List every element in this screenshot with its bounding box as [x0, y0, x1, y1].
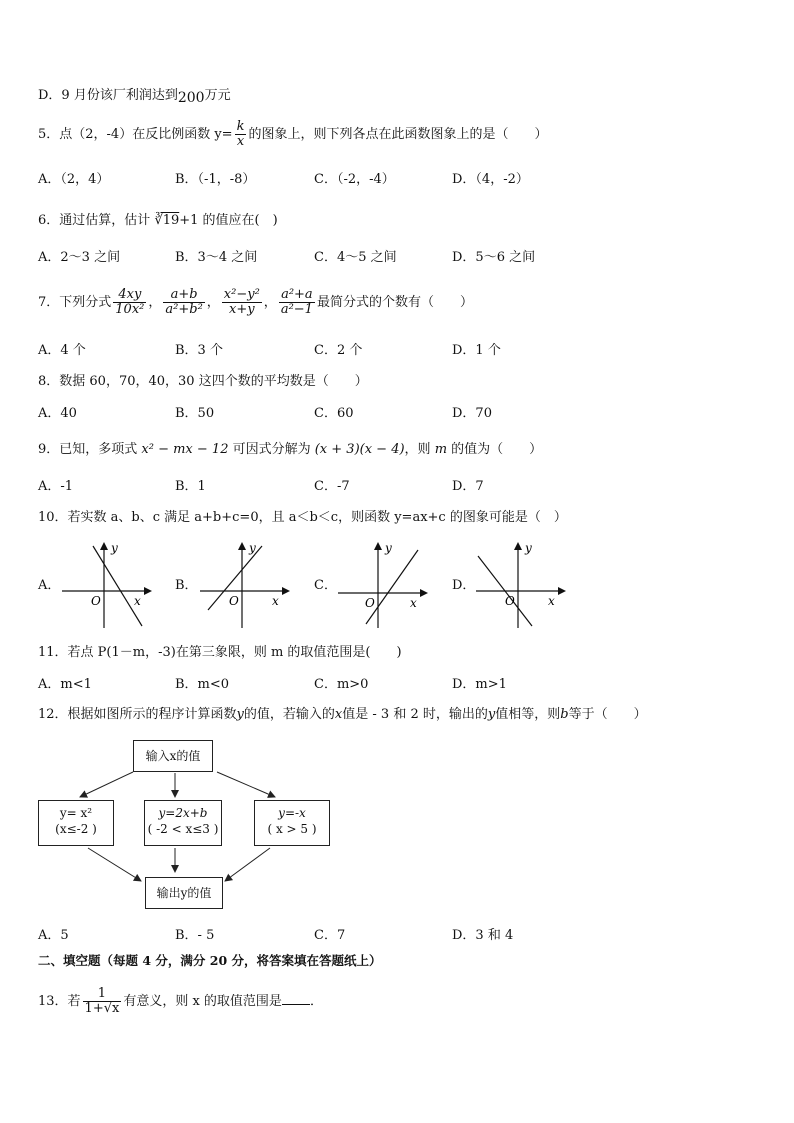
q7-stem-a: 7．下列分式 [38, 295, 112, 310]
svg-text:O: O [91, 594, 101, 608]
q12-option-d: D．3 和 4 [452, 928, 514, 943]
q9-option-c: C．-7 [314, 479, 350, 494]
q12-flow-left-box: y= x² (x≤-2 ) [38, 800, 114, 846]
q6-radical: ∛19 [154, 213, 180, 228]
q11-option-a: A．m<1 [38, 677, 92, 692]
q7-fraction-1: $\frac{4xy}{\text{10x²}}$ [115, 287, 145, 317]
q12-flow-right-box: y=-x ( x > 5 ) [254, 800, 330, 846]
svg-text:y: y [111, 541, 118, 555]
q13-stem: 13．若 $\frac{1}{1+√x}$ 有意义，则 x 的取值范围是 ． [38, 986, 323, 1016]
q12-option-c: C．7 [314, 928, 346, 943]
q5-option-b: B．（-1，-8） [175, 172, 256, 187]
q6-option-c: C．4～5 之间 [314, 250, 397, 265]
q5-stem-a: 5．点（2，-4）在反比例函数 y= [38, 127, 233, 142]
q6-stem-b: +1 的值应在( ) [179, 213, 278, 228]
q5-stem-b: 的图象上，则下列各点在此函数图象上的是（ ） [248, 127, 548, 142]
q11-option-d: D．m>1 [452, 677, 507, 692]
svg-text:y: y [249, 541, 256, 555]
q9-option-a: A．-1 [38, 479, 74, 494]
svg-text:y: y [385, 541, 392, 555]
q9-option-d: D．7 [452, 479, 484, 494]
q7-fraction-3: $\frac{\text{x²−y²}}{x+y}$ [223, 287, 260, 317]
q5-option-d: D．（4，-2） [452, 172, 529, 187]
q7-option-d: D．1 个 [452, 343, 501, 358]
q8-option-a: A．40 [38, 406, 77, 421]
q9-factorization: (x + 3)(x − 4) [314, 442, 405, 457]
q4-unit: 万元 [204, 88, 231, 103]
svg-text:O: O [229, 594, 239, 608]
q9-option-b: B．1 [175, 479, 206, 494]
q9-stem-a: 9．已知，多项式 [38, 442, 142, 457]
svg-text:x: x [548, 594, 555, 608]
q7-stem: 7．下列分式 $\frac{4xy}{\text{10x²}}$ ， $\frac{a+b}{\text{a²+b²}}$ ， $\frac{\text{x²−y²}}{x+y}$ ， $\frac{\text{a²+a}}{\text{a²−1}}$ 最简分式的个数有（ ） [38, 287, 473, 317]
svg-text:x: x [410, 596, 417, 610]
q9-stem-d: 的值为（ ） [447, 442, 543, 457]
q7-option-a: A．4 个 [38, 343, 86, 358]
q12-option-b: B．- 5 [175, 928, 215, 943]
svg-text:x: x [134, 594, 141, 608]
q7-fraction-4: $\frac{\text{a²+a}}{\text{a²−1}}$ [280, 287, 313, 317]
svg-text:O: O [505, 594, 515, 608]
svg-text:x: x [272, 594, 279, 608]
q10-stem: 10．若实数 a、b、c 满足 a+b+c=0，且 a＜b＜c，则函数 y=ax+c 的图象可能是（ ） [38, 510, 567, 525]
q8-option-c: C．60 [314, 406, 354, 421]
q6-option-b: B．3～4 之间 [175, 250, 258, 265]
q5-option-c: C．（-2，-4） [314, 172, 395, 187]
q12-flow-mid-box: y=2x+b ( -2 < x≤3 ) [144, 800, 222, 846]
q9-stem-c: ，则 [404, 442, 435, 457]
q9-stem-b: 可因式分解为 [228, 442, 315, 457]
q12-option-a: A．5 [38, 928, 69, 943]
svg-text:y: y [525, 541, 532, 555]
section-2-heading: 二、填空题（每题 4 分，满分 20 分，将答案填在答题纸上） [38, 953, 382, 968]
q11-option-b: B．m<0 [175, 677, 230, 692]
q4-option-d-text: D．9 月份该厂利润达到 [38, 88, 178, 103]
q8-option-d: D．70 [452, 406, 492, 421]
q10-label-d: D． [452, 578, 476, 593]
svg-text:O: O [365, 596, 375, 610]
q9-variable: m [434, 442, 448, 457]
q8-option-b: B．50 [175, 406, 215, 421]
q5-fraction: $\frac{k}{x}$ [236, 119, 245, 149]
q8-stem: 8．数据 60，70，40，30 这四个数的平均数是（ ） [38, 374, 368, 389]
q13-answer-blank[interactable] [282, 992, 310, 1005]
q7-stem-b: 最简分式的个数有（ ） [316, 295, 473, 310]
q7-fraction-2: $\frac{a+b}{\text{a²+b²}}$ [165, 287, 203, 317]
q13-fraction: $\frac{1}{1+√x}$ [84, 986, 120, 1016]
q10-label-a: A． [38, 578, 61, 593]
q10-label-c: C． [314, 578, 337, 593]
q11-option-c: C．m>0 [314, 677, 369, 692]
q7-option-c: C．2 个 [314, 343, 363, 358]
q12-flow-output-box: 输出y的值 [145, 877, 223, 909]
q6-option-d: D．5～6 之间 [452, 250, 536, 265]
q12-flow-input-box: 输入x的值 [133, 740, 213, 772]
q6-stem-a: 6．通过估算，估计 [38, 213, 155, 228]
q5-option-a: A．（2，4） [38, 172, 110, 187]
q7-option-b: B．3 个 [175, 343, 223, 358]
q6-option-a: A．2～3 之间 [38, 250, 121, 265]
q11-stem: 11．若点 P(1－m，-3)在第三象限，则 m 的取值范围是( ) [38, 645, 402, 660]
q12-stem: 12．根据如图所示的程序计算函数y的值，若输入的x值是 - 3 和 2 时，输出的y值相等，则b等于（ ） [38, 707, 647, 722]
q10-label-b: B． [175, 578, 198, 593]
q4-value: 200 [177, 90, 205, 106]
q9-polynomial: x² − mx − 12 [141, 442, 229, 457]
